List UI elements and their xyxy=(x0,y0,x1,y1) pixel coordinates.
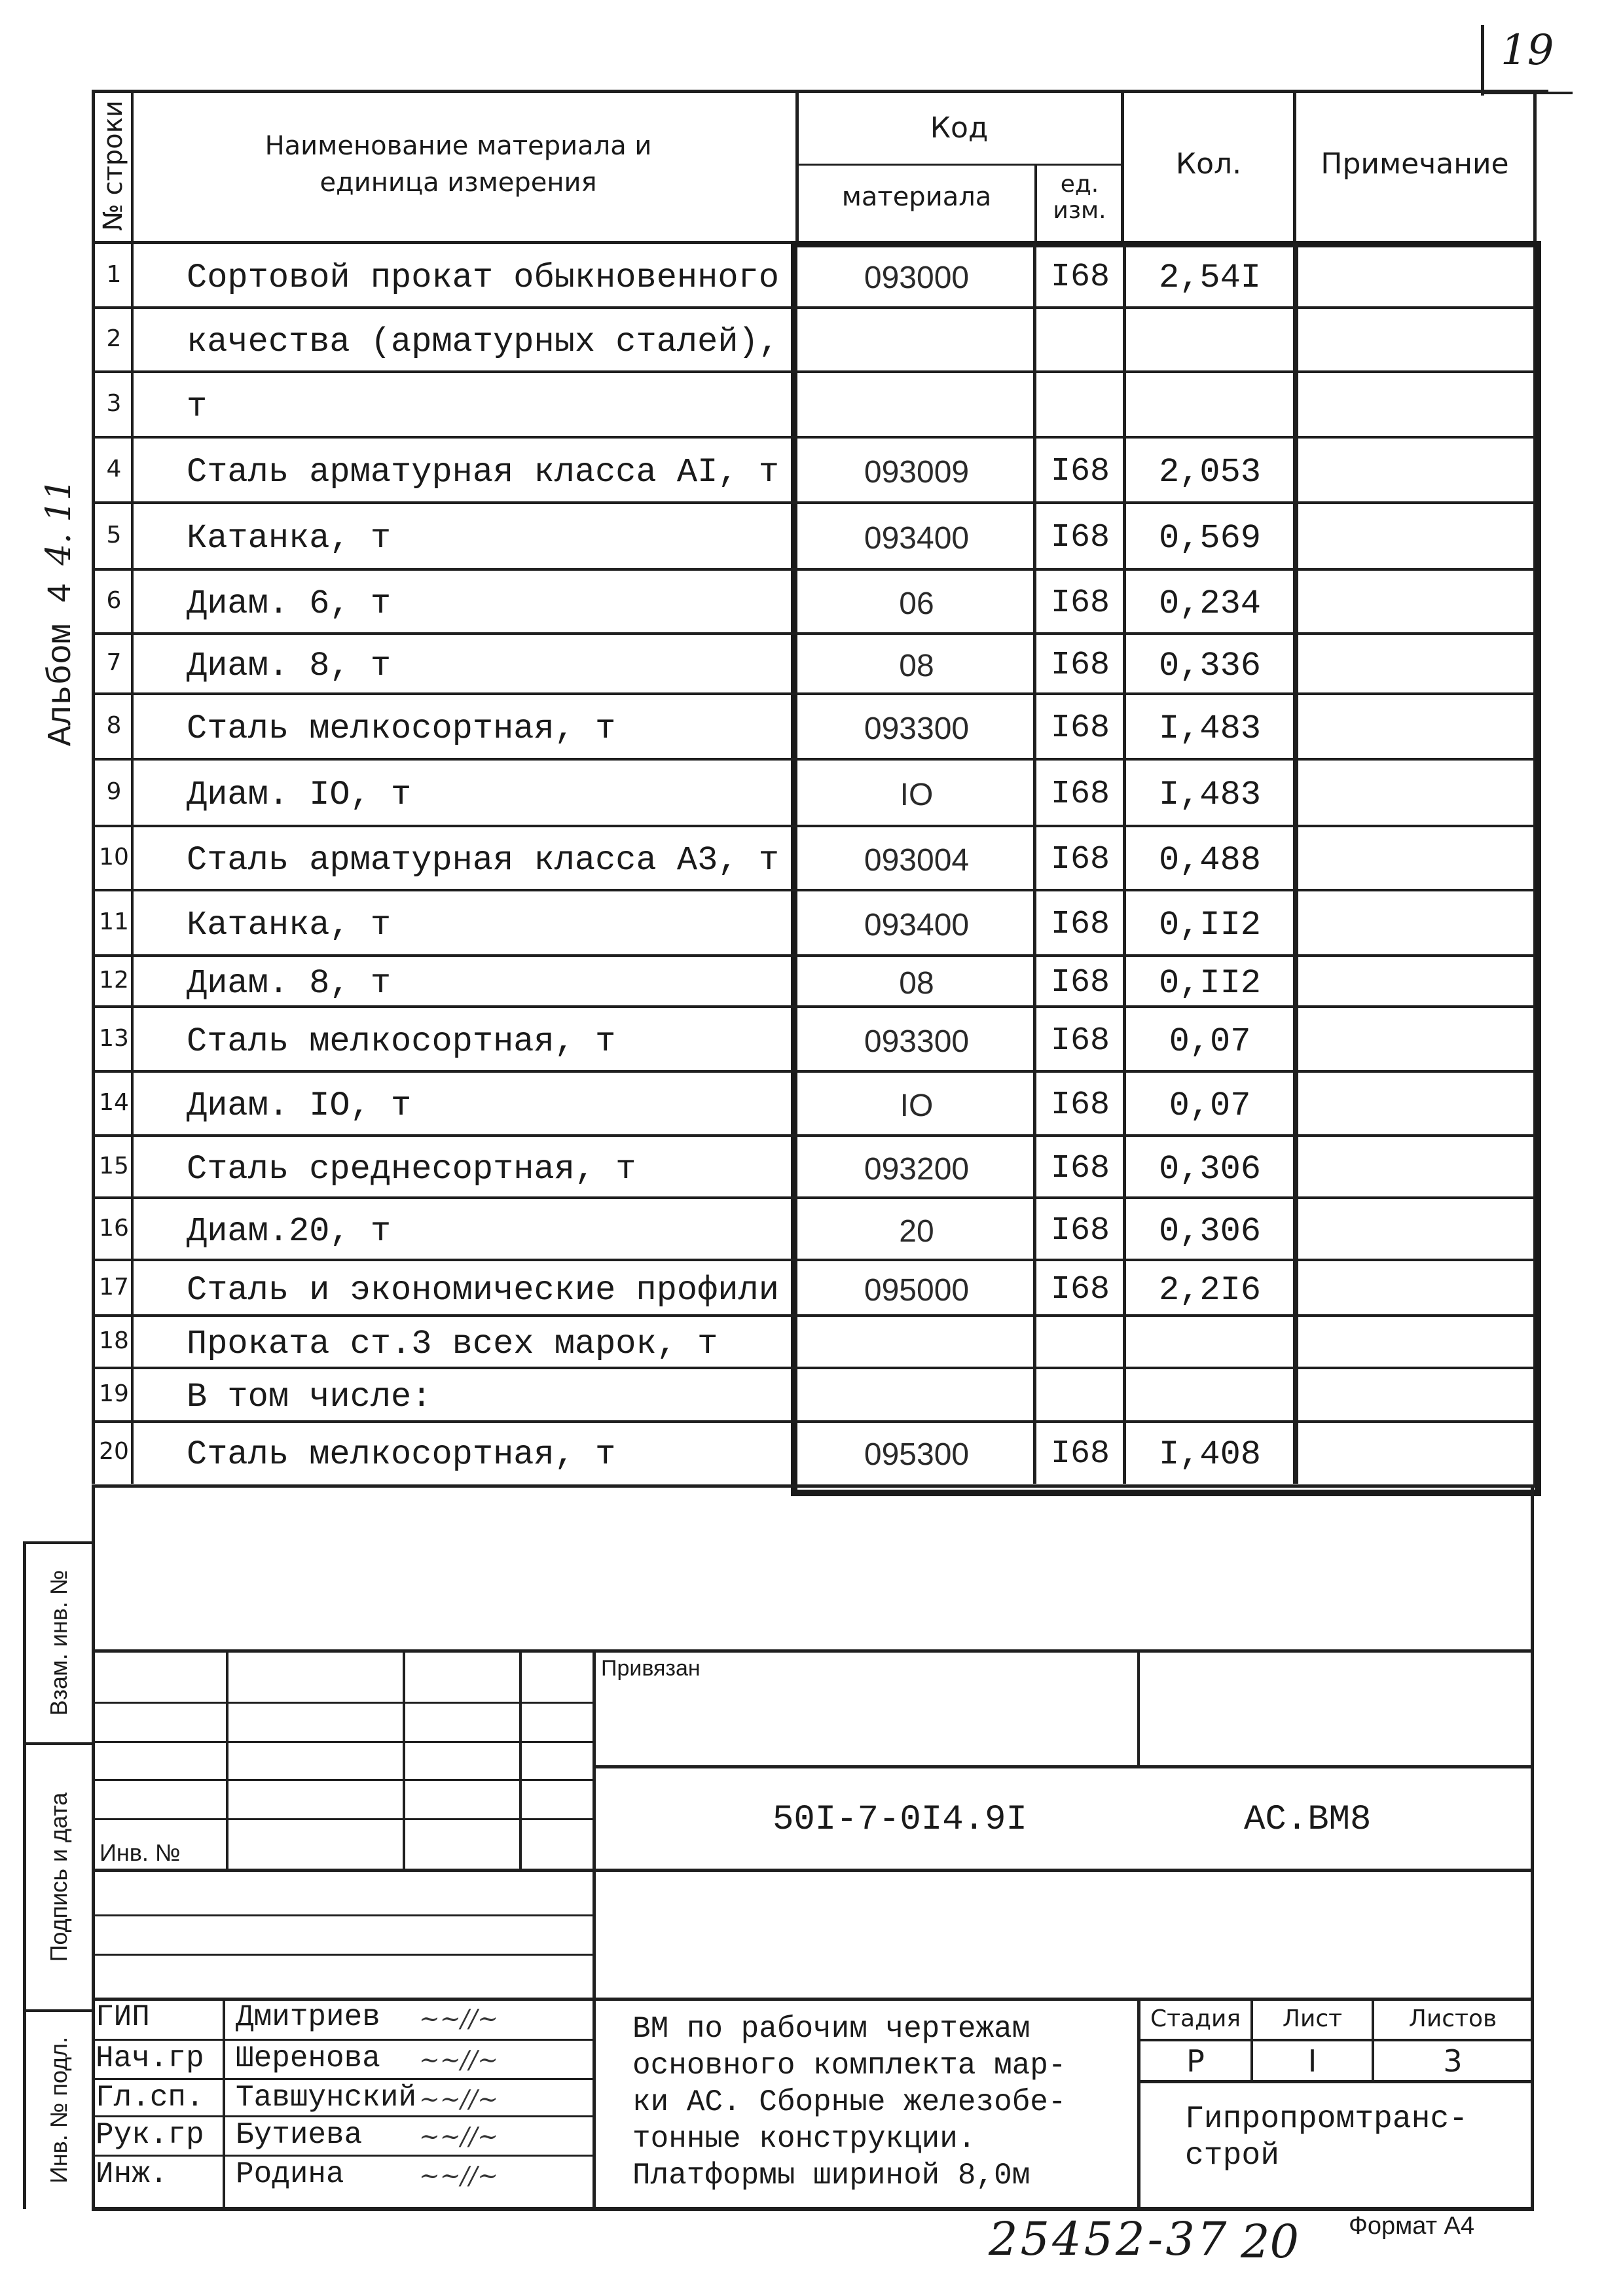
code-header: Код xyxy=(930,111,989,145)
material-name: Катанка, т xyxy=(187,519,392,558)
page-number-frame-line xyxy=(1481,25,1484,96)
material-name: Сталь арматурная класса AI, т xyxy=(187,453,779,492)
stage-value-line xyxy=(1137,2080,1534,2083)
signature: ~~∕∕~ xyxy=(419,2004,499,2033)
row-number: 12 xyxy=(99,967,129,994)
unit-code: I68 xyxy=(1050,647,1110,684)
signature: ~~∕∕~ xyxy=(419,2085,499,2113)
quantity: 0,II2 xyxy=(1158,964,1262,1003)
material-name: качества (арматурных сталей), xyxy=(187,323,779,361)
row-number: 10 xyxy=(99,844,129,870)
row-separator xyxy=(92,954,1535,957)
material-code: 06 xyxy=(899,586,934,621)
material-name: Сталь мелкосортная, т xyxy=(187,709,616,748)
quantity: 2,54I xyxy=(1158,259,1262,297)
signature: ~~∕∕~ xyxy=(419,2045,499,2074)
stamp-row-line xyxy=(92,1702,594,1704)
person-role: Рук.гр xyxy=(96,2118,204,2152)
material-code: 093009 xyxy=(864,455,970,490)
material-code: IO xyxy=(900,1088,934,1123)
privyazan-divider xyxy=(1137,1649,1140,1767)
unit-code: I68 xyxy=(1050,709,1110,747)
quantity: 0,306 xyxy=(1158,1149,1262,1189)
format-label: Формат А4 xyxy=(1349,2212,1475,2240)
table-left-border xyxy=(92,90,95,1484)
row-separator xyxy=(92,825,1535,827)
material-code: 08 xyxy=(899,966,934,1001)
doc-mark: АС.ВМ8 xyxy=(1244,1800,1372,1840)
stamp-col-line xyxy=(403,1649,405,1869)
person-role: Нач.гр xyxy=(96,2041,204,2075)
sheet-title-line: основного комплекта мар- xyxy=(632,2049,1067,2083)
quantity: 0,234 xyxy=(1158,584,1262,623)
sheets-value: 3 xyxy=(1443,2043,1463,2079)
row-number: 11 xyxy=(99,908,129,935)
note-header: Примечание xyxy=(1321,147,1509,181)
stamp-row-line xyxy=(92,1741,594,1743)
stamp-row-line xyxy=(92,1818,594,1820)
sheet-title-line: ки АС. Сборные железобе- xyxy=(632,2085,1067,2119)
margin-inv-podl xyxy=(26,2013,92,2208)
row-separator xyxy=(92,1367,1535,1369)
album-handwritten: 4. 11 xyxy=(39,478,79,565)
unit-code: I68 xyxy=(1050,453,1110,490)
people-col-line xyxy=(223,1998,225,2208)
row-number: 5 xyxy=(106,522,122,548)
archive-number: 25452-37 xyxy=(989,2212,1230,2266)
row-separator xyxy=(92,1134,1535,1137)
row-separator xyxy=(92,692,1535,695)
material-code: 095300 xyxy=(864,1437,970,1472)
rowno-header xyxy=(97,92,130,240)
person-name: Дмитриев xyxy=(236,2000,380,2034)
row-separator xyxy=(92,1420,1535,1423)
doc-code-top-line xyxy=(593,1765,1534,1768)
unit-code: I68 xyxy=(1050,519,1110,556)
stamp-top-line xyxy=(92,1649,1534,1653)
quantity: I,483 xyxy=(1158,776,1262,814)
stamp-col-line xyxy=(519,1649,522,1869)
margin-line xyxy=(23,1742,95,1745)
sheet-title-line: тонные конструкции. xyxy=(632,2122,976,2156)
signature: ~~∕∕~ xyxy=(419,2122,499,2151)
people-row-line xyxy=(92,2078,594,2080)
row-separator xyxy=(92,568,1535,571)
row-number: 1 xyxy=(106,261,122,288)
row-number: 3 xyxy=(106,390,122,417)
material-name: Сталь мелкосортная, т xyxy=(187,1435,616,1474)
material-code: 093300 xyxy=(864,1024,970,1059)
rowno-header-text: № строки xyxy=(98,100,128,231)
person-name: Бутиева xyxy=(236,2118,363,2152)
row-separator xyxy=(92,1314,1535,1317)
margin-podp xyxy=(26,1746,92,2008)
row-separator xyxy=(92,1005,1535,1008)
stamp-row-line xyxy=(92,1914,594,1916)
quantity: I,483 xyxy=(1158,709,1262,748)
person-role: Инж. xyxy=(96,2157,168,2191)
name-header: Наименование материала и единица измерения xyxy=(264,131,652,198)
quantity: 2,053 xyxy=(1158,453,1262,492)
row-number: 19 xyxy=(99,1380,129,1407)
people-row-line xyxy=(92,2155,594,2157)
material-name: Сортовой прокат обыкновенного xyxy=(187,259,779,297)
material-code: IO xyxy=(900,778,934,812)
material-name: т xyxy=(187,387,208,426)
row-number: 18 xyxy=(99,1327,129,1354)
row-separator xyxy=(92,306,1535,309)
quantity: 0,336 xyxy=(1158,647,1262,685)
margin-line xyxy=(23,2009,95,2012)
stage-header-line xyxy=(1137,2039,1534,2041)
organization-line: Гипропромтранс- xyxy=(1185,2102,1468,2137)
stamp-main-divider xyxy=(593,1649,596,2209)
sheet-title-line: Платформы шириной 8,0м xyxy=(632,2159,1030,2193)
unit-code: I68 xyxy=(1050,1086,1110,1124)
material-code: 093000 xyxy=(864,260,970,295)
material-name: Сталь арматурная класса А3, т xyxy=(187,841,779,880)
organization-line: строй xyxy=(1185,2138,1280,2174)
row-separator xyxy=(92,1070,1535,1073)
album-label: Альбом 4 xyxy=(42,583,81,746)
material-name: В том числе: xyxy=(187,1378,432,1416)
unit-header: ед. изм. xyxy=(1053,171,1106,224)
material-code: 093004 xyxy=(864,843,970,878)
row-number: 16 xyxy=(99,1214,129,1242)
sheet-label: Лист xyxy=(1282,2005,1343,2032)
inv-no-label: Инв. № xyxy=(100,1839,181,1866)
people-row-line xyxy=(92,2039,594,2041)
row-separator xyxy=(92,632,1535,635)
margin-inv-podl-text: Инв. № подл. xyxy=(45,2036,72,2184)
doc-code: 50I-7-0I4.9I xyxy=(773,1800,1027,1840)
frame-bottom-line xyxy=(92,2207,1534,2211)
table-bottom-line xyxy=(92,1484,1535,1488)
material-code: 093400 xyxy=(864,521,970,556)
quantity: 0,II2 xyxy=(1158,906,1262,944)
stamp-inv-line xyxy=(92,1869,1534,1872)
table-top-border xyxy=(92,90,1548,93)
person-role: Гл.сп. xyxy=(96,2081,204,2115)
material-name: Диам. IO, т xyxy=(187,1086,412,1125)
sheets-label: Листов xyxy=(1408,2005,1497,2032)
qty-column-line-inner xyxy=(1123,243,1126,1484)
unit-code: I68 xyxy=(1050,584,1110,622)
material-name: Диам. 6, т xyxy=(187,584,392,623)
frame-left-line xyxy=(92,1484,95,2211)
signature: ~~∕∕~ xyxy=(419,2161,499,2190)
row-separator xyxy=(92,501,1535,504)
material-name: Диам. IO, т xyxy=(187,776,412,814)
unit-code: I68 xyxy=(1050,776,1110,813)
row-number: 7 xyxy=(106,649,122,676)
margin-podp-text: Подпись и дата xyxy=(45,1792,72,1962)
rowno-column-line xyxy=(131,90,134,1484)
material-name: Сталь среднесортная, т xyxy=(187,1149,636,1189)
stamp-col-line xyxy=(226,1649,228,1869)
unit-header-line xyxy=(1034,164,1037,243)
privyazan-label: Привязан xyxy=(601,1656,701,1681)
people-row-line xyxy=(92,2115,594,2117)
row-separator xyxy=(92,370,1535,373)
unit-code: I68 xyxy=(1050,1149,1110,1187)
row-separator xyxy=(92,758,1535,761)
material-name: Проката ст.3 всех марок, т xyxy=(187,1325,718,1363)
quantity: 2,2I6 xyxy=(1158,1270,1262,1310)
material-name: Катанка, т xyxy=(187,906,392,944)
row-number: 17 xyxy=(99,1273,129,1300)
material-name: Сталь и экономические профили xyxy=(187,1270,779,1310)
quantity: I,408 xyxy=(1158,1435,1262,1474)
stage-label: Стадия xyxy=(1150,2005,1241,2032)
person-role: ГИП xyxy=(96,2000,150,2034)
row-number: 15 xyxy=(99,1152,129,1179)
unit-code: I68 xyxy=(1050,964,1110,1001)
quantity: 0,488 xyxy=(1158,841,1262,880)
margin-vzam-text: Взам. инв. № xyxy=(45,1570,72,1716)
quantity: 0,306 xyxy=(1158,1211,1262,1251)
album-label-group xyxy=(39,353,92,746)
row-separator xyxy=(92,889,1535,891)
unit-code: I68 xyxy=(1050,841,1110,878)
person-name: Тавшунский xyxy=(236,2081,417,2115)
unit-column-line xyxy=(1033,243,1036,1484)
row-number: 14 xyxy=(99,1089,129,1116)
material-code: 093400 xyxy=(864,908,970,942)
unit-code: I68 xyxy=(1050,1211,1110,1249)
archive-sheet: 20 xyxy=(1241,2215,1300,2269)
material-name: Сталь мелкосортная, т xyxy=(187,1022,616,1061)
frame-right-line xyxy=(1531,1484,1534,2211)
material-code: 093200 xyxy=(864,1151,970,1187)
material-code: 20 xyxy=(899,1213,934,1249)
row-separator xyxy=(92,436,1535,439)
person-name: Шеренова xyxy=(236,2041,380,2075)
row-separator xyxy=(92,1196,1535,1199)
unit-code: I68 xyxy=(1050,906,1110,943)
quantity: 0,07 xyxy=(1169,1086,1251,1125)
sheet-title xyxy=(632,2011,1067,2194)
stamp-row-line xyxy=(92,1954,594,1956)
row-number: 13 xyxy=(99,1024,129,1052)
quantity: 0,07 xyxy=(1169,1022,1251,1061)
margin-line xyxy=(23,1541,95,1544)
row-number: 9 xyxy=(106,778,122,805)
qty-header: Кол. xyxy=(1175,147,1242,181)
organization xyxy=(1185,2101,1468,2174)
material-name: Диам.20, т xyxy=(187,1211,392,1251)
row-number: 2 xyxy=(106,325,122,352)
material-name: Диам. 8, т xyxy=(187,647,392,685)
row-number: 8 xyxy=(106,712,122,739)
sheet-value: I xyxy=(1307,2043,1317,2079)
sheet-title-line: ВМ по рабочим чертежам xyxy=(632,2012,1030,2046)
margin-vzam xyxy=(26,1545,92,1741)
person-name: Родина xyxy=(236,2157,344,2191)
row-number: 6 xyxy=(106,587,122,614)
material-code: 093300 xyxy=(864,711,970,746)
row-number: 20 xyxy=(99,1438,129,1465)
unit-code: I68 xyxy=(1050,1022,1110,1060)
stage-value: Р xyxy=(1186,2043,1205,2079)
unit-code: I68 xyxy=(1050,259,1110,296)
quantity: 0,569 xyxy=(1158,519,1262,558)
stamp-row-line xyxy=(92,1779,594,1781)
unit-code: I68 xyxy=(1050,1270,1110,1308)
row-number: 4 xyxy=(106,456,122,482)
material-code: 08 xyxy=(899,649,934,683)
code-subheader-line xyxy=(795,164,1123,166)
material-header: материала xyxy=(841,182,992,212)
material-code: 095000 xyxy=(864,1272,970,1308)
unit-code: I68 xyxy=(1050,1435,1110,1473)
note-column-line-inner xyxy=(1293,243,1298,1484)
row-separator xyxy=(92,1259,1535,1261)
page-number: 19 xyxy=(1501,26,1554,75)
material-name: Диам. 8, т xyxy=(187,964,392,1003)
